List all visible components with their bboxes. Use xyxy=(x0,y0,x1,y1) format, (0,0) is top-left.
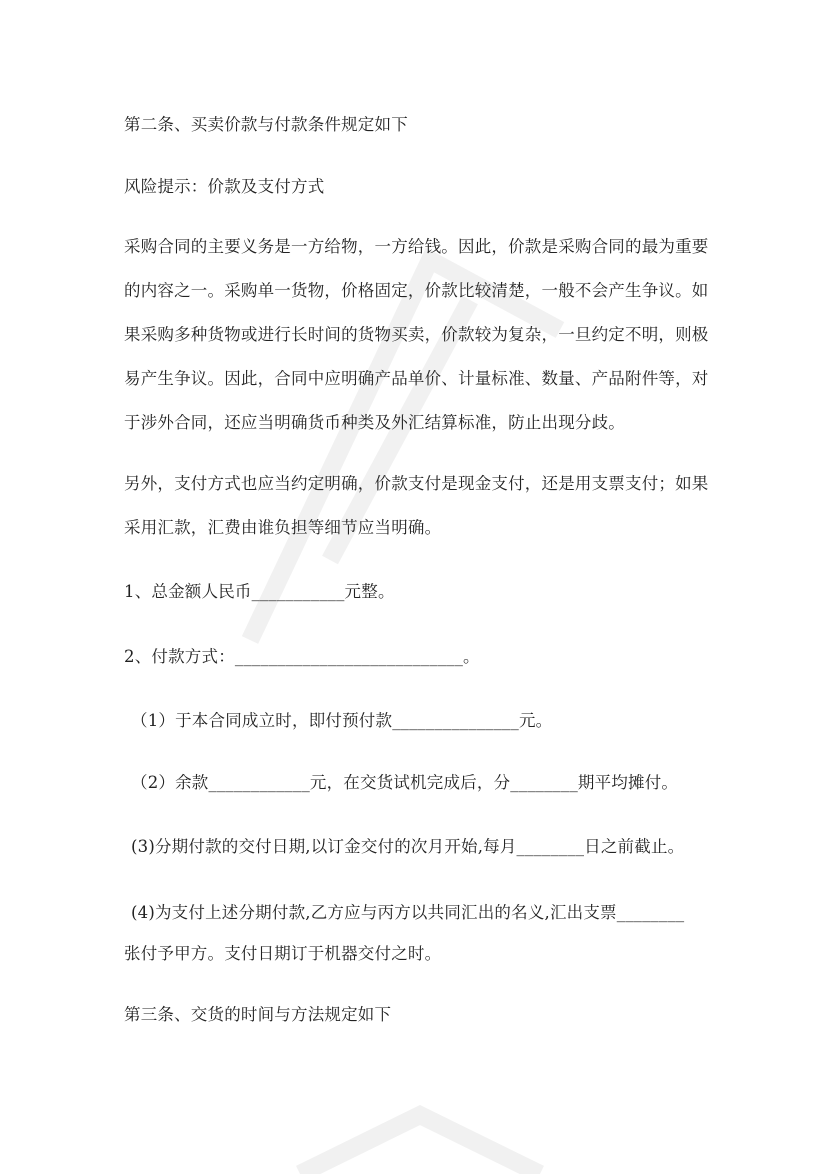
paragraph1-line-4: 易产生争议。因此，合同中应明确产品单价、计量标准、数量、产品附件等，对 xyxy=(124,369,709,388)
paragraph2-line-1: 另外，支付方式也应当约定明确，价款支付是现金支付，还是用支票支付；如果 xyxy=(124,474,709,493)
item-payment-method: 2、付款方式：___________________________。 xyxy=(124,647,480,666)
section3-heading: 第三条、交货的时间与方法规定如下 xyxy=(124,1005,392,1024)
paragraph1-line-3: 果采购多种货物或进行长时间的货物买卖，价款较为复杂，一旦约定不明，则极 xyxy=(124,325,709,344)
sub-item-4-line-2: 张付予甲方。支付日期订于机器交付之时。 xyxy=(124,944,442,963)
paragraph1-line-5: 于涉外合同，还应当明确货币种类及外汇结算标准，防止出现分歧。 xyxy=(124,413,625,432)
sub-item-4-line-1: (4)为支付上述分期付款,乙方应与丙方以共同汇出的名义,汇出支票________ xyxy=(131,903,685,922)
sub-item-3: (3)分期付款的交付日期,以订金交付的次月开始,每月________日之前截止。 xyxy=(131,837,685,856)
section2-heading: 第二条、买卖价款与付款条件规定如下 xyxy=(124,115,408,134)
paragraph1-line-2: 的内容之一。采购单一货物，价格固定，价款比较清楚，一般不会产生争议。如 xyxy=(124,281,709,300)
paragraph2-line-2: 采用汇款，汇费由谁负担等细节应当明确。 xyxy=(124,518,442,537)
paragraph1-line-1: 采购合同的主要义务是一方给物，一方给钱。因此，价款是采购合同的最为重要 xyxy=(124,237,709,256)
risk-tip: 风险提示：价款及支付方式 xyxy=(124,177,325,196)
sub-item-1: （1）于本合同成立时，即付预付款_______________元。 xyxy=(131,711,553,730)
item-total-amount: 1、总金额人民币___________元整。 xyxy=(124,582,395,601)
sub-item-2: （2）余款____________元，在交货试机完成后，分________期平均摊付。 xyxy=(131,773,679,792)
